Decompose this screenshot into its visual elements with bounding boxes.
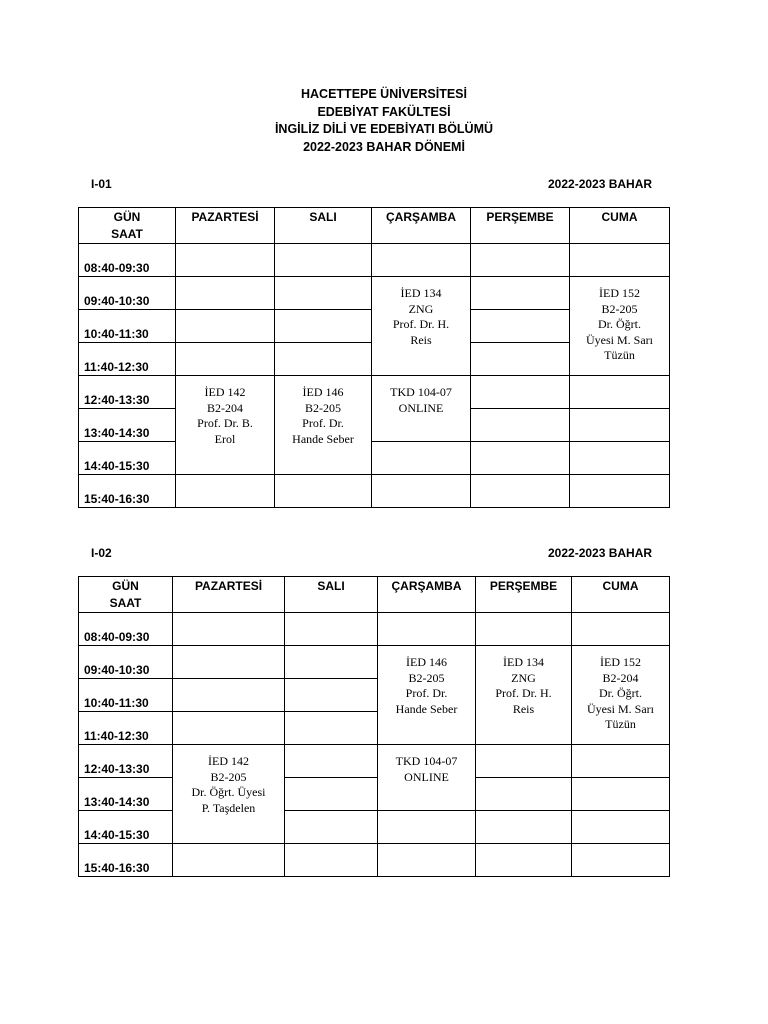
day-header: ÇARŞAMBA xyxy=(378,577,476,613)
course-line: Tüzün xyxy=(604,348,635,362)
gun-label: GÜN xyxy=(112,579,139,593)
empty-cell xyxy=(176,475,275,508)
course-line: Dr. Öğrt. xyxy=(598,317,641,331)
time-slot: 11:40-12:30 xyxy=(79,343,176,376)
empty-cell xyxy=(176,244,275,277)
course-line: İED 134 xyxy=(503,655,544,669)
course-line: İED 142 xyxy=(204,385,246,399)
empty-cell xyxy=(275,244,372,277)
time-slot: 14:40-15:30 xyxy=(79,811,173,844)
empty-cell xyxy=(476,811,572,844)
section-code: I-02 xyxy=(91,546,112,560)
section-term: 2022-2023 BAHAR xyxy=(548,177,653,191)
day-header: SALI xyxy=(285,577,378,613)
empty-cell xyxy=(176,277,275,310)
schedule-table-i02 xyxy=(78,576,670,877)
day-header: ÇARŞAMBA xyxy=(372,208,471,244)
empty-cell xyxy=(570,244,670,277)
empty-cell xyxy=(173,613,285,646)
course-line: ONLINE xyxy=(404,769,449,784)
empty-cell xyxy=(372,475,471,508)
course-line: Dr. Öğrt. xyxy=(599,686,642,700)
document-header xyxy=(0,86,768,156)
empty-cell xyxy=(572,778,670,811)
department-name: İNGİLİZ DİLİ VE EDEBİYATI BÖLÜMÜ xyxy=(274,122,494,136)
course-line: Tüzün xyxy=(605,717,636,731)
empty-cell xyxy=(572,844,670,877)
time-slot: 08:40-09:30 xyxy=(79,244,176,277)
empty-cell xyxy=(285,646,378,679)
empty-cell xyxy=(173,679,285,712)
empty-cell xyxy=(378,613,476,646)
day-header: PAZARTESİ xyxy=(176,208,275,244)
empty-cell xyxy=(471,277,570,310)
empty-cell xyxy=(372,244,471,277)
course-line: İED 152 xyxy=(599,286,640,300)
day-header: SALI xyxy=(275,208,372,244)
time-slot: 15:40-16:30 xyxy=(79,844,173,877)
empty-cell xyxy=(471,409,570,442)
course-line: ZNG xyxy=(408,301,434,316)
section-term: 2022-2023 BAHAR xyxy=(548,546,653,560)
course-line: İED 134 xyxy=(400,286,442,300)
saat-label: SAAT xyxy=(111,227,143,241)
course-cell xyxy=(176,376,275,475)
course-cell xyxy=(372,376,471,442)
schedule-table-i01 xyxy=(78,207,670,508)
university-name: HACETTEPE ÜNİVERSİTESİ xyxy=(301,87,467,101)
empty-cell xyxy=(570,475,670,508)
course-cell xyxy=(378,646,476,745)
time-slot: 13:40-14:30 xyxy=(79,409,176,442)
time-slot: 14:40-15:30 xyxy=(79,442,176,475)
empty-cell xyxy=(572,811,670,844)
course-line: Hande Seber xyxy=(395,701,458,716)
time-slot: 12:40-13:30 xyxy=(79,376,176,409)
course-line: İED 146 xyxy=(302,385,344,399)
empty-cell xyxy=(471,244,570,277)
empty-cell xyxy=(378,844,476,877)
empty-cell xyxy=(572,613,670,646)
empty-cell xyxy=(570,376,670,409)
course-line: İED 146 xyxy=(406,655,447,669)
course-cell xyxy=(173,745,285,844)
course-line: Prof. Dr. xyxy=(405,686,448,700)
section-code: I-01 xyxy=(91,177,112,191)
course-line: Hande Seber xyxy=(292,431,354,446)
course-cell xyxy=(372,277,471,376)
course-line: Üyesi M. Sarı xyxy=(587,701,654,716)
term-title: 2022-2023 BAHAR DÖNEMİ xyxy=(303,139,465,154)
empty-cell xyxy=(476,844,572,877)
course-line: Üyesi M. Sarı xyxy=(586,332,653,347)
course-cell xyxy=(572,646,670,745)
course-line: Prof. Dr. H. xyxy=(495,686,552,700)
time-slot: 09:40-10:30 xyxy=(79,646,173,679)
course-line: P. Taşdelen xyxy=(201,800,256,815)
empty-cell xyxy=(285,745,378,778)
gun-label: GÜN xyxy=(113,210,141,224)
empty-cell xyxy=(285,613,378,646)
saat-label: SAAT xyxy=(109,596,142,610)
empty-cell xyxy=(570,409,670,442)
course-line: Erol xyxy=(214,431,236,446)
day-header: PERŞEMBE xyxy=(476,577,572,613)
time-slot: 10:40-11:30 xyxy=(79,310,176,343)
faculty-name: EDEBİYAT FAKÜLTESİ xyxy=(317,104,451,119)
course-line: TKD 104-07 xyxy=(390,385,452,399)
time-slot: 12:40-13:30 xyxy=(79,745,173,778)
empty-cell xyxy=(275,310,372,343)
empty-cell xyxy=(285,844,378,877)
time-slot: 09:40-10:30 xyxy=(79,277,176,310)
course-line: B2-204 xyxy=(602,670,639,685)
course-line: B2-205 xyxy=(601,301,638,316)
course-line: Reis xyxy=(512,701,535,716)
course-line: B2-205 xyxy=(408,670,445,685)
course-cell xyxy=(476,646,572,745)
time-slot: 08:40-09:30 xyxy=(79,613,173,646)
course-line: Reis xyxy=(410,332,432,347)
empty-cell xyxy=(378,811,476,844)
empty-cell xyxy=(275,343,372,376)
empty-cell xyxy=(275,475,372,508)
course-line: İED 142 xyxy=(208,754,249,768)
empty-cell xyxy=(176,310,275,343)
empty-cell xyxy=(372,442,471,475)
course-line: Dr. Öğrt. Üyesi xyxy=(191,785,266,799)
course-line: ZNG xyxy=(511,670,536,685)
time-slot: 10:40-11:30 xyxy=(79,679,173,712)
day-header: CUMA xyxy=(570,208,670,244)
course-line: B2-205 xyxy=(210,769,247,784)
empty-cell xyxy=(476,778,572,811)
header-gun-saat xyxy=(79,208,176,244)
empty-cell xyxy=(471,310,570,343)
empty-cell xyxy=(285,679,378,712)
course-line: TKD 104-07 xyxy=(395,754,458,768)
empty-cell xyxy=(572,745,670,778)
empty-cell xyxy=(471,376,570,409)
empty-cell xyxy=(173,844,285,877)
empty-cell xyxy=(173,712,285,745)
course-line: Prof. Dr. xyxy=(302,416,344,430)
course-line: B2-204 xyxy=(207,400,243,415)
course-line: ONLINE xyxy=(398,400,444,415)
empty-cell xyxy=(570,442,670,475)
time-slot: 11:40-12:30 xyxy=(79,712,173,745)
empty-cell xyxy=(471,442,570,475)
empty-cell xyxy=(173,646,285,679)
day-header: PAZARTESİ xyxy=(173,577,285,613)
day-header: CUMA xyxy=(572,577,670,613)
empty-cell xyxy=(275,277,372,310)
empty-cell xyxy=(285,811,378,844)
day-header: PERŞEMBE xyxy=(471,208,570,244)
time-slot: 13:40-14:30 xyxy=(79,778,173,811)
empty-cell xyxy=(471,343,570,376)
course-cell xyxy=(378,745,476,811)
empty-cell xyxy=(476,613,572,646)
empty-cell xyxy=(476,745,572,778)
course-line: İED 152 xyxy=(600,655,641,669)
empty-cell xyxy=(285,778,378,811)
header-gun-saat xyxy=(79,577,173,613)
course-cell xyxy=(275,376,372,475)
course-line: Prof. Dr. B. xyxy=(197,416,253,430)
empty-cell xyxy=(176,343,275,376)
course-cell xyxy=(570,277,670,376)
time-slot: 15:40-16:30 xyxy=(79,475,176,508)
empty-cell xyxy=(285,712,378,745)
course-line: Prof. Dr. H. xyxy=(392,317,450,331)
empty-cell xyxy=(471,475,570,508)
course-line: B2-205 xyxy=(305,400,341,415)
